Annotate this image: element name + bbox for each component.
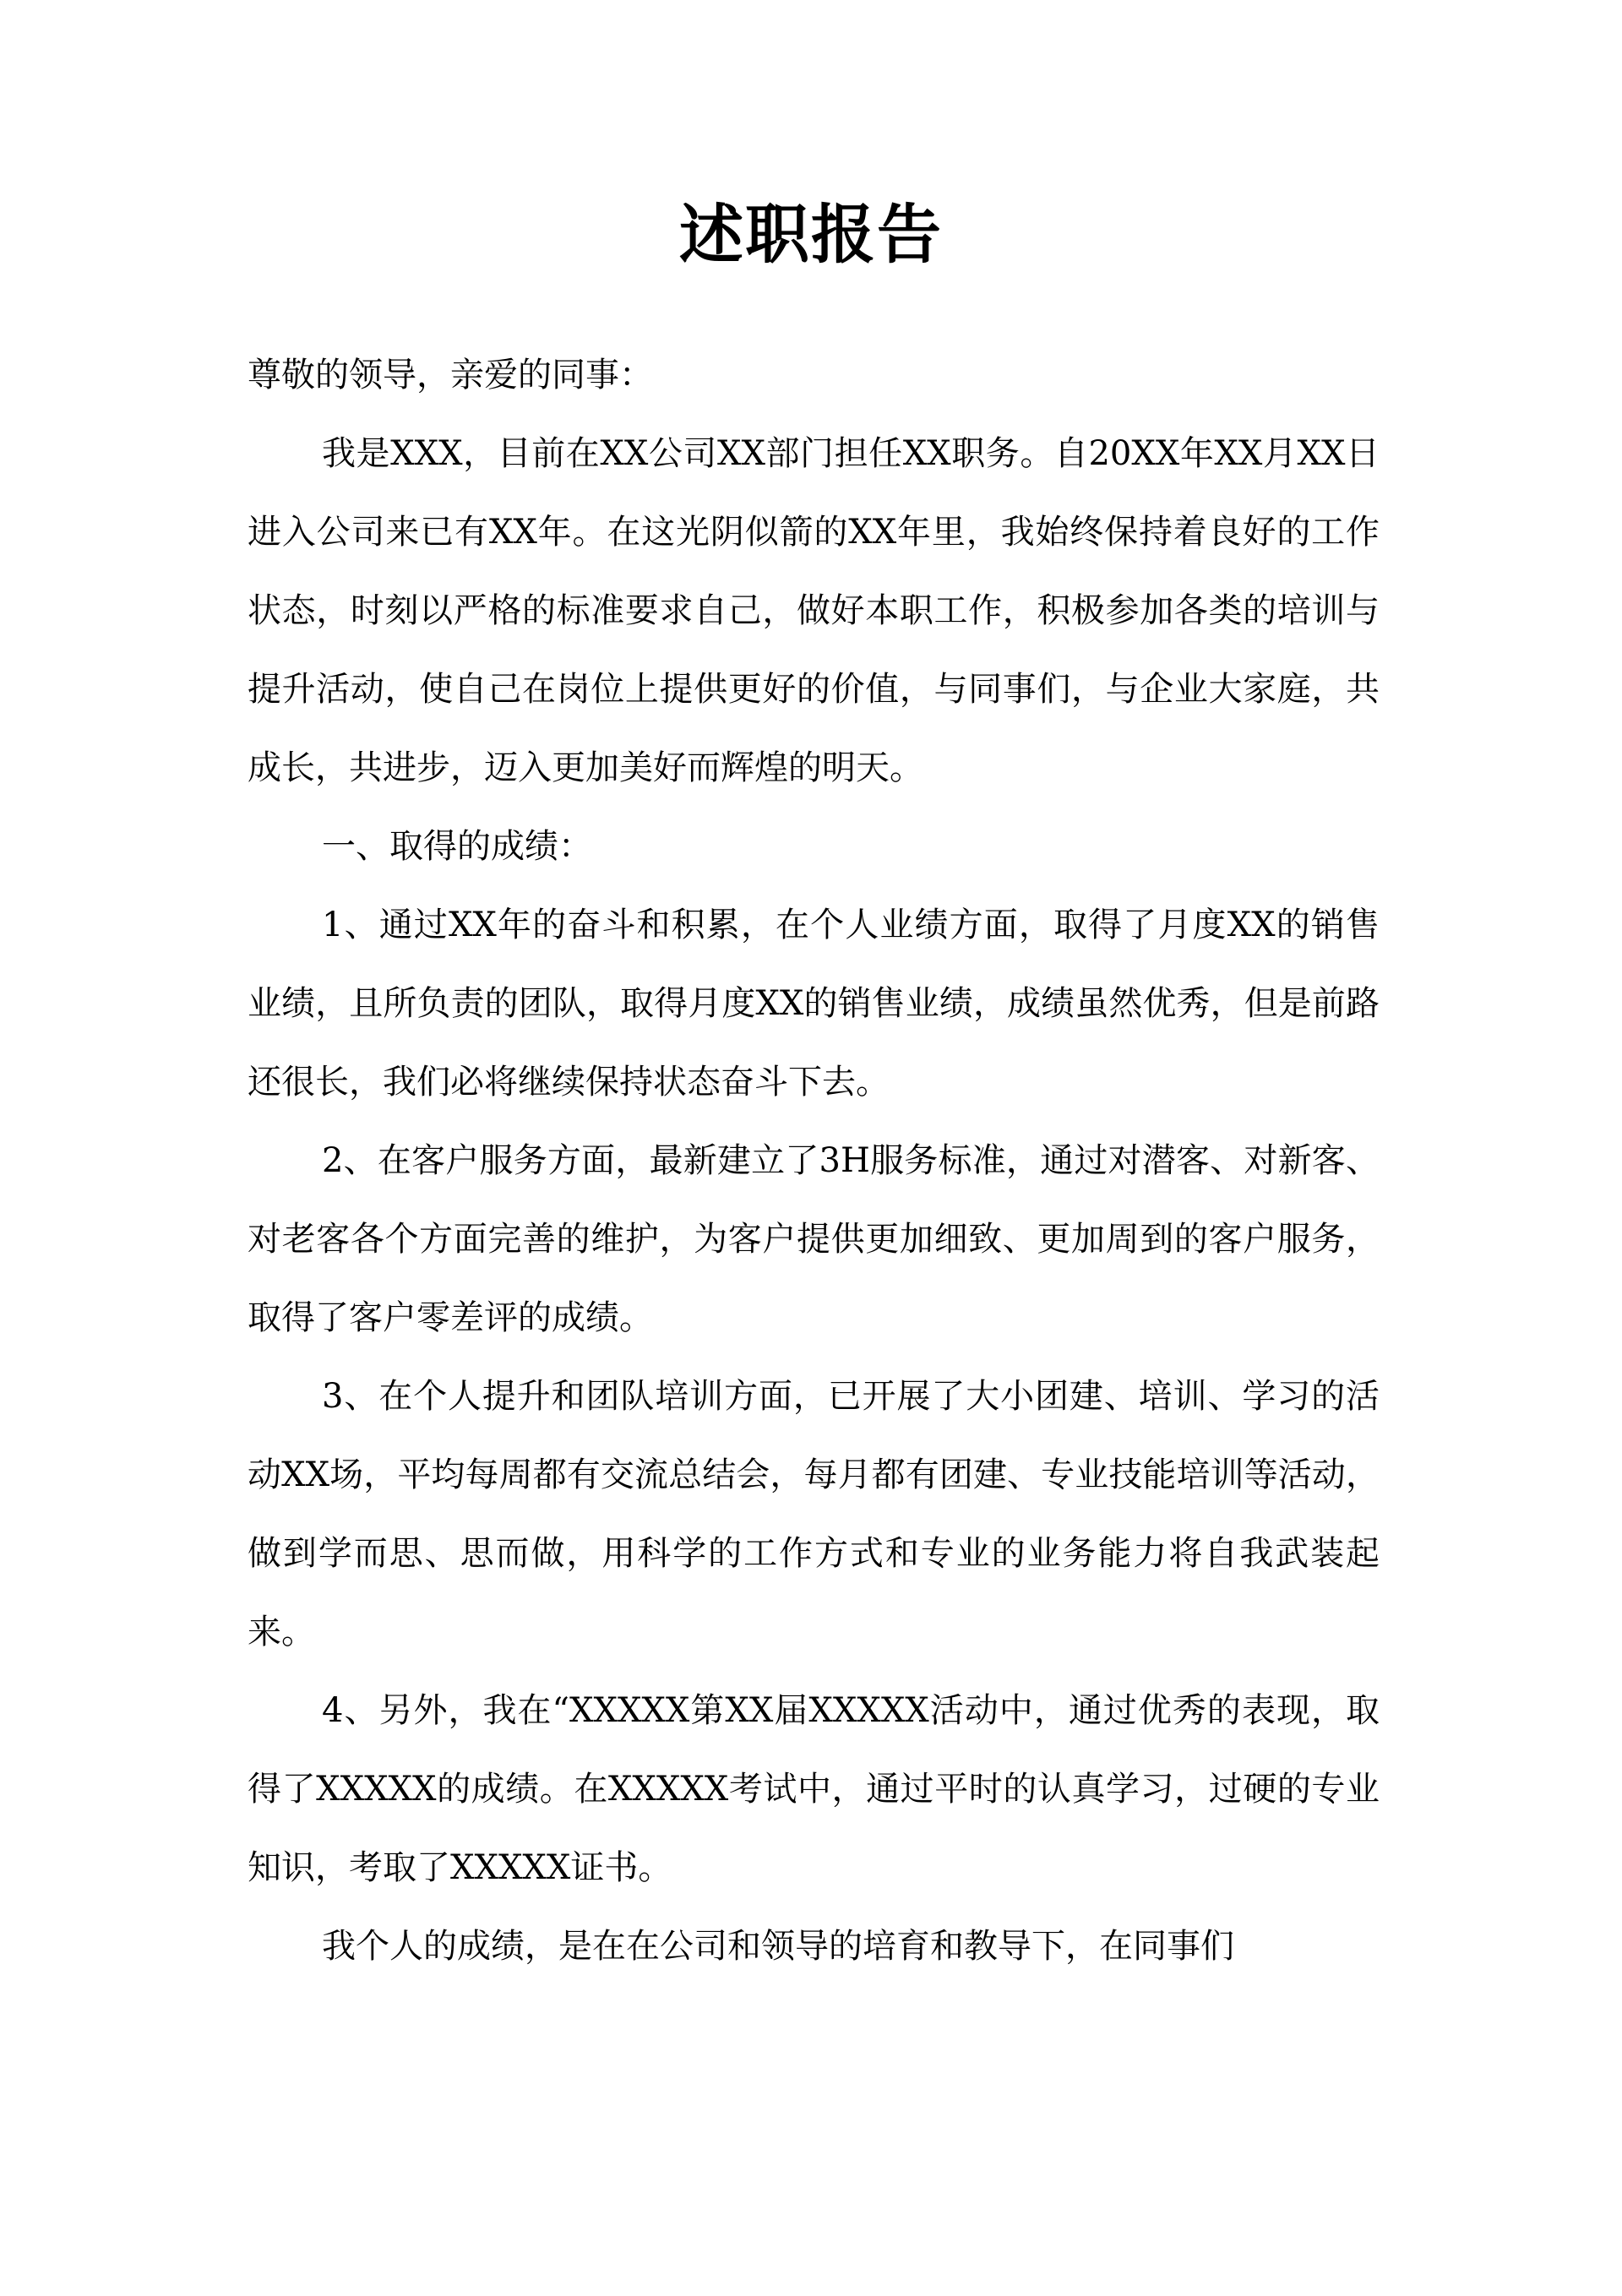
- paragraph-item-3: 3、在个人提升和团队培训方面，已开展了大小团建、培训、学习的活动XX场，平均每周都有交流总结会，每月都有团建、专业技能培训等活动，做到学而思、思而做，用科学的工作方式和专业的业务能力将自我武装起来。: [248, 1377, 1380, 1651]
- paragraph-item-2: 2、在客户服务方面，最新建立了3H服务标准，通过对潜客、对新客、对老客各个方面完善的维护，为客户提供更加细致、更加周到的客户服务，取得了客户零差评的成绩。: [248, 1141, 1380, 1337]
- section-heading-achievements: 一、取得的成绩：: [322, 827, 592, 866]
- paragraph-intro: 我是XXX，目前在XX公司XX部门担任XX职务。自20XX年XX月XX日进入公司来已有XX年。在这光阴似箭的XX年里，我始终保持着良好的工作状态，时刻以严格的标准要求自己，做好本职工作，积极参加各类的培训与提升活动，使自己在岗位上提供更好的价值，与同事们，与企业大家庭，共成长，共进步，迈入更加美好而辉煌的明天。: [248, 434, 1380, 787]
- salutation: 尊敬的领导，亲爱的同事：: [248, 356, 653, 394]
- paragraph-closing: 我个人的成绩，是在在公司和领导的培育和教导下，在同事们: [322, 1927, 1234, 1966]
- paragraph-item-4: 4、另外，我在“XXXXX第XX届XXXXX活动中，通过优秀的表现，取得了XXXXX的成绩。在XXXXX考试中，通过平时的认真学习，过硬的专业知识，考取了XXXXX证书。: [248, 1691, 1380, 1887]
- document-title: 述职报告: [679, 197, 943, 272]
- paragraph-item-1: 1、通过XX年的奋斗和积累，在个人业绩方面，取得了月度XX的销售业绩，且所负责的团队，取得月度XX的销售业绩，成绩虽然优秀，但是前路还很长，我们必将继续保持状态奋斗下去。: [248, 906, 1380, 1102]
- document-body: [248, 336, 1380, 1986]
